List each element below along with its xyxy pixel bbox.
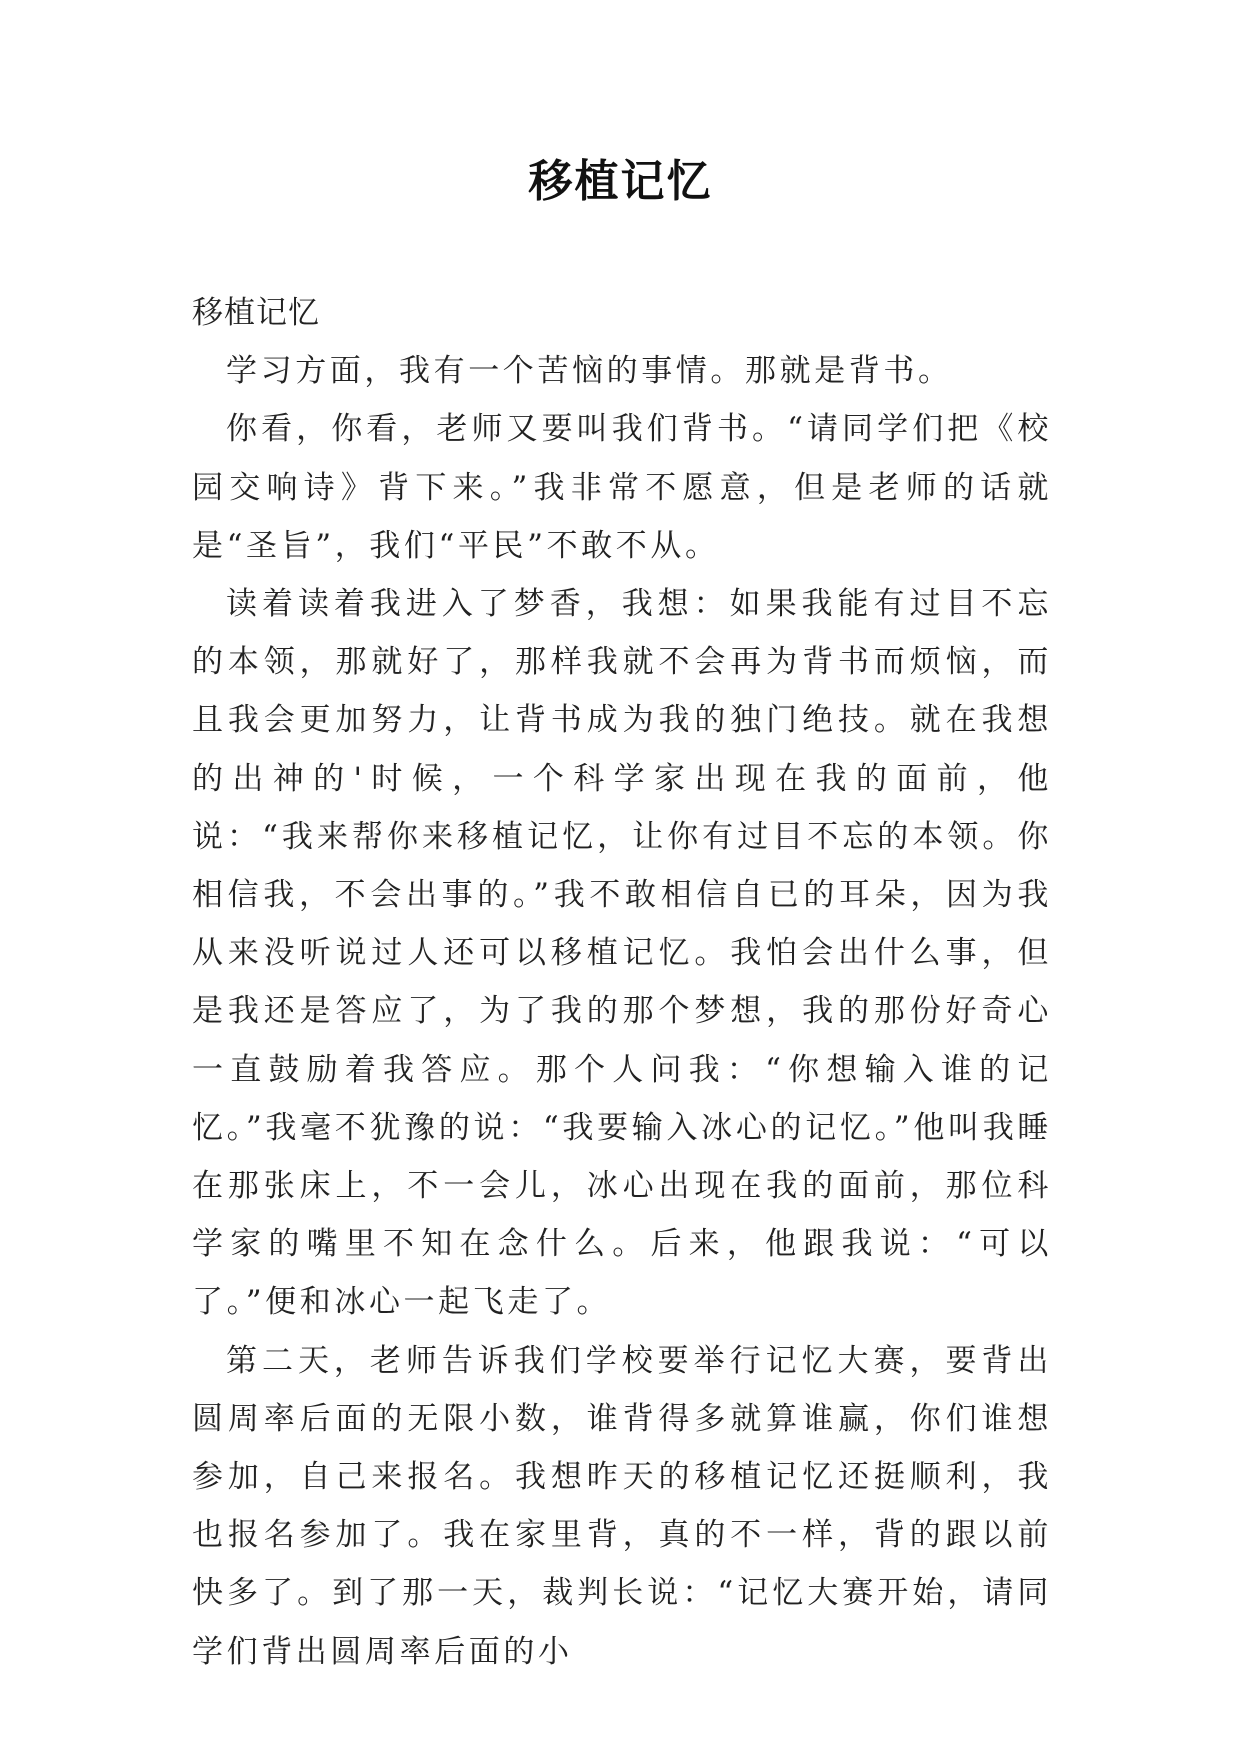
- paragraph-1: 学习方面，我有一个苦恼的事情。那就是背书。: [226, 353, 953, 390]
- paragraph-4: 第二天，老师告诉我们学校要举行记忆大赛，要背出圆周率后面的无限小数，谁背得多就算谁赢，你们谁想参加，自己来报名。我想昨天的移植记忆还挺顺利，我也报名参加了。我在家里背，真的不一样，背的跟以前快多了。到了那一天，裁判长说：“记忆大赛开始，请同学们背出圆周率后面的小: [192, 1342, 1052, 1670]
- document-subtitle: 移植记忆: [192, 295, 320, 331]
- paragraph-3: 读着读着我进入了梦香，我想：如果我能有过目不忘的本领，那就好了，那样我就不会再为背书而烦恼，而且我会更加努力，让背书成为我的独门绝技。就在我想的出神的'时候，一个科学家出现在我的面前，他说：“我来帮你来移植记忆，让你有过目不忘的本领。你相信我，不会出事的。”我不敢相信自已的耳朵，因为我从来没听说过人还可以移植记忆。我怕会出什么事，但是我还是答应了，为了我的那个梦想，我的那份好奇心一直鼓励着我答应。那个人问我：“你想输入谁的记忆。”我毫不犹豫的说：“我要输入冰心的记忆。”他叫我睡在那张床上，不一会儿，冰心出现在我的面前，那位科学家的嘴里不知在念什么。后来，他跟我说：“可以了。”便和冰心一起飞走了。: [192, 586, 1052, 1321]
- document-body: [192, 284, 1052, 1681]
- document-title: 移植记忆: [528, 156, 713, 207]
- paragraph-2: 你看，你看，老师又要叫我们背书。“请同学们把《校园交响诗》背下来。”我非常不愿意，但是老师的话就是“圣旨”，我们“平民”不敢不从。: [192, 411, 1052, 564]
